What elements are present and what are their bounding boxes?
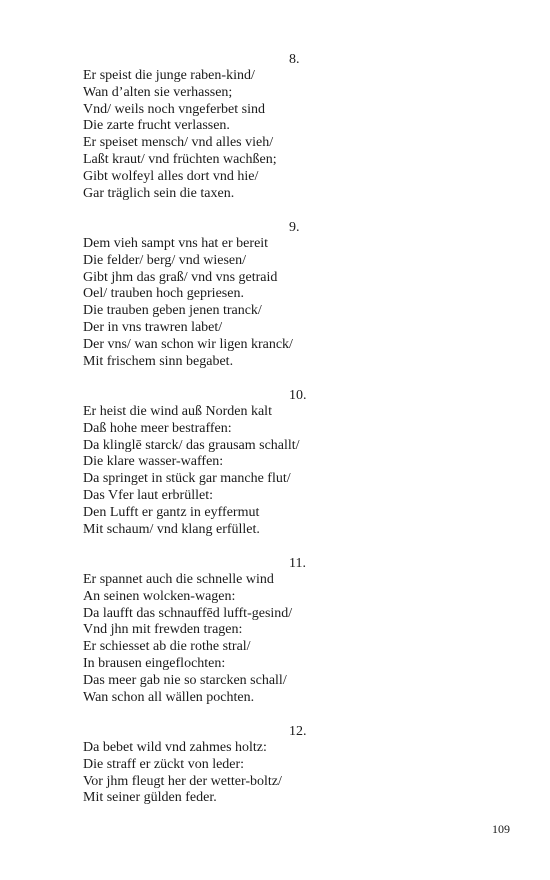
verse-line: Die zarte frucht verlassen.	[83, 118, 230, 134]
verse-line: Dem vieh sampt vns hat er bereit	[83, 236, 269, 251]
verse-line: Er schiesset ab die rothe stral/	[83, 639, 251, 655]
verse-line: Oel/ trauben hoch gepriesen.	[83, 286, 244, 302]
stanza-number: 8.	[289, 52, 300, 67]
verse-line: An seinen wolcken-wagen:	[83, 588, 236, 604]
stanza-number: 9.	[289, 220, 300, 235]
verse-line: Vnd jhn mit frewden tragen:	[83, 622, 243, 638]
verse-line: Da bebet wild vnd zahmes holtz:	[83, 740, 267, 755]
verse-line: Da springet in stück gar manche flut/	[83, 471, 291, 487]
verse-line: Die trauben geben jenen tranck/	[83, 303, 262, 319]
verse-line: Er speiset mensch/ vnd alles vieh/	[83, 135, 274, 151]
verse-line: Die felder/ berg/ vnd wiesen/	[83, 252, 247, 268]
verse-line: Die klare wasser-waffen:	[83, 454, 224, 470]
stanza-number: 12.	[289, 724, 307, 739]
stanza-lines	[83, 404, 300, 538]
verse-line: Da klinglē starck/ das grausam schallt/	[83, 437, 300, 453]
verse-line: Das Vfer laut erbrüllet:	[83, 487, 213, 503]
verse-line: Gar träglich sein die taxen.	[83, 185, 235, 201]
verse-line: Da laufft das schnauffēd lufft-gesind/	[83, 605, 293, 621]
verse-line: Das meer gab nie so starcken schall/	[83, 672, 287, 688]
stanza-lines	[83, 740, 282, 807]
verse-line: Er spannet auch die schnelle wind	[83, 572, 274, 587]
stanza-lines	[83, 68, 277, 202]
verse-line: Laßt kraut/ vnd früchten wachßen;	[83, 151, 277, 167]
stanza-lines	[83, 572, 292, 706]
verse-line: Der vns/ wan schon wir ligen kranck/	[83, 336, 293, 352]
stanza-lines	[83, 236, 293, 370]
verse-line: Wan d’alten sie verhassen;	[83, 84, 233, 100]
verse-line: Vnd/ weils noch vngeferbet sind	[83, 101, 265, 117]
stanza-number: 10.	[289, 388, 307, 403]
verse-line: Mit frischem sinn begabet.	[83, 353, 234, 369]
verse-line: In brausen eingeflochten:	[83, 655, 226, 671]
verse-line: Der in vns trawren labet/	[83, 319, 223, 335]
verse-line: Wan schon all wällen pochten.	[83, 689, 255, 705]
verse-line: Den Lufft er gantz in eyffermut	[83, 504, 260, 520]
verse-line: Vor jhm fleugt her der wetter-boltz/	[83, 773, 282, 789]
page-number: 109	[492, 822, 510, 836]
verse-line: Die straff er zückt von leder:	[83, 756, 245, 772]
verse-line: Daß hohe meer bestraffen:	[83, 420, 232, 436]
verse-line: Mit seiner gülden feder.	[83, 790, 217, 806]
verse-line: Mit schaum/ vnd klang erfüllet.	[83, 521, 260, 537]
stanza-number: 11.	[289, 556, 306, 571]
verse-line: Er heist die wind auß Norden kalt	[83, 404, 272, 419]
verse-line: Gibt jhm das graß/ vnd vns getraid	[83, 269, 278, 285]
verse-line: Er speist die junge raben-kind/	[83, 68, 255, 83]
verse-line: Gibt wolfeyl alles dort vnd hie/	[83, 168, 259, 184]
